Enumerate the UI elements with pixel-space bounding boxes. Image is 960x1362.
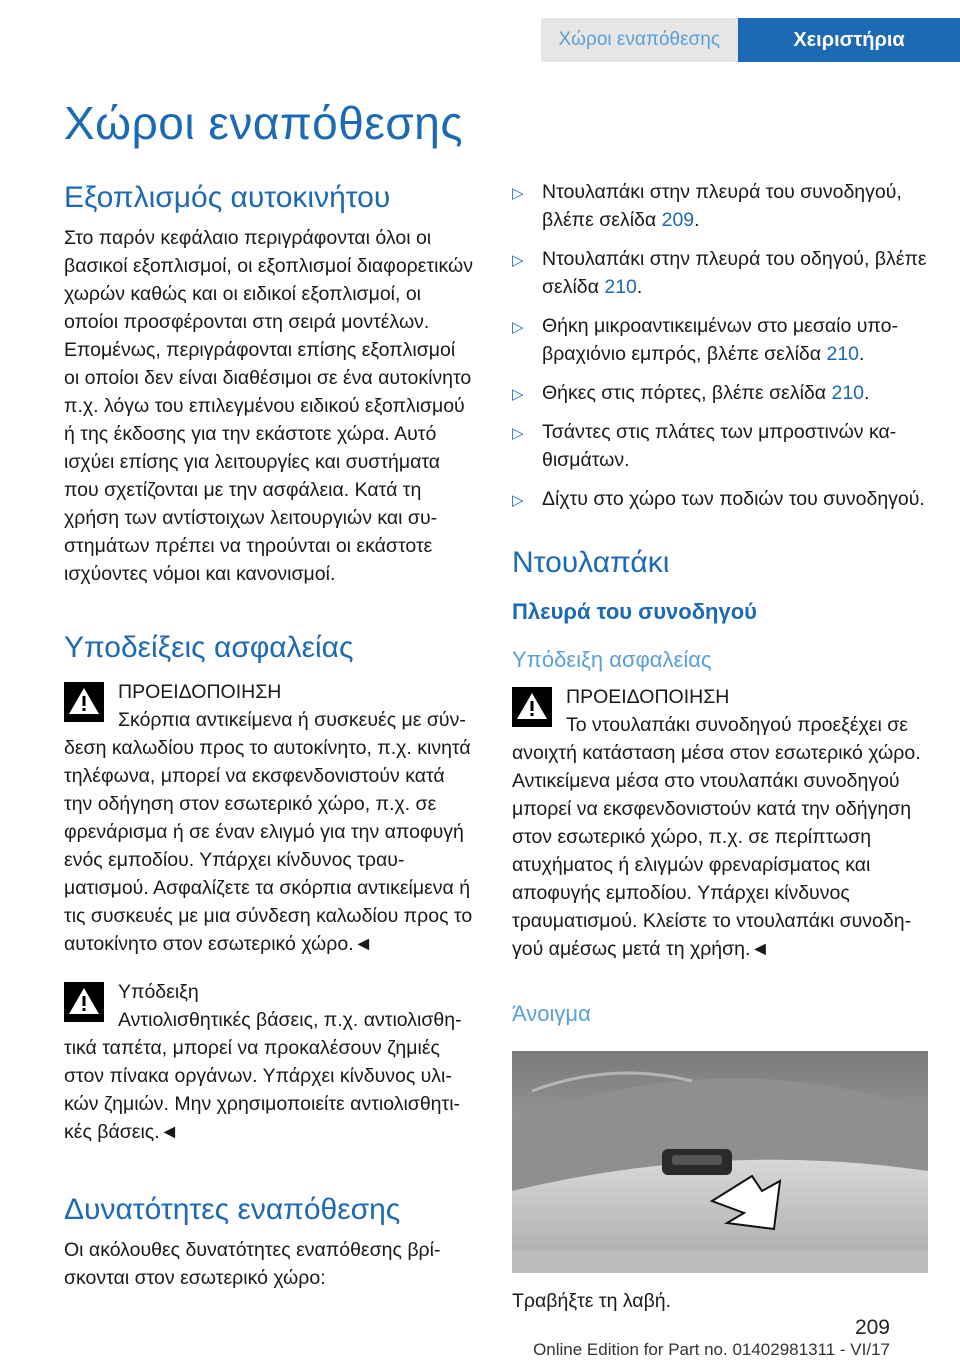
list-item bbox=[512, 245, 928, 301]
safety-warning-text: Σκόρπια αντικείμενα ή συσκευές με σύνδεση καλωδίου προς το αυτοκίνητο, π.χ. κινητά τηλέφωνα, μπορεί να εκσφενδονιστούν κατά την οδήγηση στον εσωτερικό χώρο, π.χ. σε φρενάρισμα ή σε έναν ελιγμό για την αποφυγή ενός εμποδίου. Υπάρχει κίνδυνος τραυματισμού. Ασφαλίζετε τα σκόρπια αντικείμενα ή τις συσκευές με μια σύνδεση καλωδίου προς το αυτοκίνητο στον εσωτερικό χώρο.◄ bbox=[64, 709, 473, 955]
footer-edition: Online Edition for Part no. 01402981311 - VI/17 bbox=[533, 1340, 890, 1359]
page-link[interactable]: 209 bbox=[661, 209, 695, 231]
list-item-text: Τσάντες στις πλάτες των μπροστινών καθισμάτων. bbox=[542, 421, 897, 471]
list-item-text: Θήκη μικροαντικειμένων στο μεσαίο υποβραχιόνιο εμπρός, βλέπε σελίδα bbox=[542, 315, 898, 365]
safety-note bbox=[64, 978, 474, 1146]
opening-heading: Άνοιγμα bbox=[512, 1001, 591, 1026]
triangle-bullet-icon: ▷ bbox=[512, 425, 524, 442]
list-item bbox=[512, 485, 928, 513]
list-item bbox=[512, 379, 928, 407]
list-item-end: . bbox=[864, 382, 870, 404]
list-item-end: . bbox=[694, 209, 700, 231]
safety-heading: Υποδείξεις ασφαλείας bbox=[64, 631, 354, 664]
glovebox-warning-text: Το ντουλαπάκι συνοδηγού προεξέχει σε ανοιχτή κατάσταση μέσα στον εσωτερικό χώρο. Αντικείμενα μέσα στο ντουλαπάκι συνοδηγού μπορεί να εκσφενδονιστούν κατά την οδήγηση στον εσωτερικό χώρο, π.χ. σε περίπτωση ατυχήματος ή ελιγμών φρεναρίσματος και αποφυγής εμποδίου. Υπάρχει κίνδυνος τραυματισμού. Κλείστε το ντουλαπάκι συνοδηγού αμέσως μετά τη χρήση.◄ bbox=[512, 714, 921, 960]
triangle-bullet-icon: ▷ bbox=[512, 185, 524, 202]
page-link[interactable]: 210 bbox=[604, 276, 637, 298]
safety-note-label: Υπόδειξη bbox=[118, 981, 199, 1003]
list-item-text: Θήκες στις πόρτες, βλέπε σελίδα bbox=[542, 382, 832, 404]
storage-heading: Δυνατότητες εναπόθεσης bbox=[64, 1193, 401, 1226]
header-section-tab[interactable]: Χώροι εναπόθεσης bbox=[541, 18, 739, 62]
list-item-text: Ντουλαπάκι στην πλευρά του οδηγού, βλέπε σελίδα bbox=[542, 248, 927, 298]
glovebox-subheading: Πλευρά του συνοδηγού bbox=[512, 599, 757, 624]
list-item bbox=[512, 418, 928, 474]
triangle-bullet-icon: ▷ bbox=[512, 252, 524, 269]
glovebox-safety-heading: Υπόδειξη ασφαλείας bbox=[512, 647, 712, 672]
list-item bbox=[512, 312, 928, 368]
list-item bbox=[512, 178, 928, 234]
triangle-bullet-icon: ▷ bbox=[512, 386, 524, 403]
page-number: 209 bbox=[854, 1316, 890, 1339]
safety-warning bbox=[64, 678, 474, 958]
glovebox-heading: Ντουλαπάκι bbox=[512, 546, 670, 579]
page-link[interactable]: 210 bbox=[831, 382, 865, 404]
list-item-text: Δίχτυ στο χώρο των ποδιών του συνοδηγού. bbox=[542, 488, 925, 510]
safety-warning-label: ΠΡΟΕΙΔΟΠΟΙΗΣΗ bbox=[118, 681, 282, 703]
storage-intro: Οι ακόλουθες δυνατότητες εναπόθεσης βρίσκονται στον εσωτερικό χώρο: bbox=[64, 1239, 441, 1289]
list-item-end: . bbox=[859, 343, 865, 365]
triangle-bullet-icon: ▷ bbox=[512, 492, 524, 509]
left-column bbox=[64, 178, 474, 1292]
glovebox-handle-photo bbox=[512, 1051, 928, 1273]
glovebox-warning bbox=[512, 683, 928, 963]
right-column bbox=[512, 178, 928, 1315]
page-header bbox=[0, 0, 960, 62]
glovebox-warning-label: ΠΡΟΕΙΔΟΠΟΙΗΣΗ bbox=[566, 686, 730, 708]
opening-caption: Τραβήξτε τη λαβή. bbox=[512, 1290, 672, 1312]
page-link[interactable]: 210 bbox=[826, 343, 860, 365]
warning-triangle-icon bbox=[512, 687, 552, 727]
warning-triangle-icon bbox=[64, 982, 104, 1022]
equipment-heading: Εξοπλισμός αυτοκινήτου bbox=[64, 181, 391, 214]
warning-triangle-icon bbox=[64, 682, 104, 722]
triangle-bullet-icon: ▷ bbox=[512, 319, 524, 336]
header-chapter-tab[interactable]: Χειριστήρια bbox=[738, 18, 960, 62]
page-title: Χώροι εναπόθεσης bbox=[64, 97, 463, 149]
equipment-body: Στο παρόν κεφάλαιο περιγράφονται όλοι οι βασικοί εξοπλισμοί, οι εξοπλισμοί διαφορετικών χωρών καθώς και οι ειδικοί εξοπλισμοί, οι οποίοι προσφέρονται στη σειρά μοντέλων. Επομένως, περιγράφονται επίσης εξοπλισμοί οι οποίοι δεν είναι διαθέσιμοι σε ένα αυτοκίνητο π.χ. λόγω του επιλεγμένου ειδικού εξοπλισμού ή της έκδοσης για την εκάστοτε χώρα. Αυτό ισχύει επίσης για λειτουργίες και συστήματα που σχετίζονται με την ασφάλεια. Κατά τη χρήση των αντίστοιχων λειτουργιών και συστημάτων πρέπει να τηρούνται οι εκάστοτε ισχύοντες νόμοι και κανονισμοί. bbox=[64, 227, 473, 585]
safety-note-text: Αντιολισθητικές βάσεις, π.χ. αντιολισθητικά ταπέτα, μπορεί να προκαλέσουν ζημιές στον πίνακα οργάνων. Υπάρχει κίνδυνος υλικών ζημιών. Μην χρησιμοποιείτε αντιολισθητικές βάσεις.◄ bbox=[64, 1009, 462, 1143]
list-item-end: . bbox=[636, 276, 643, 298]
list-item-text: Ντουλαπάκι στην πλευρά του συνοδηγού, βλέπε σελίδα bbox=[542, 181, 902, 231]
storage-list bbox=[512, 178, 928, 513]
